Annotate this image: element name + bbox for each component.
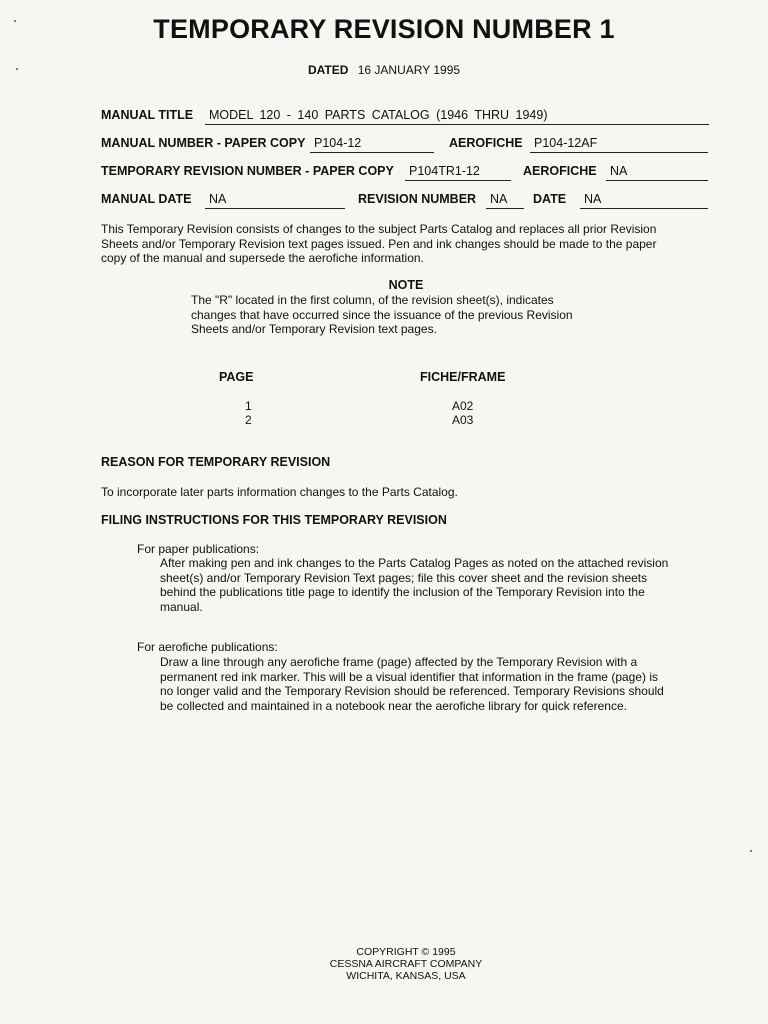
paper-instructions: [160, 556, 720, 614]
aerofiche-value-2: NA: [606, 164, 708, 181]
company-location: WICHITA, KANSAS, USA: [346, 970, 466, 982]
copyright-block: [0, 946, 768, 982]
table-cell-fiche: A02: [452, 399, 474, 413]
revision-number-label: REVISION NUMBER: [358, 192, 477, 206]
paper-publications-label: For paper publications:: [137, 542, 260, 556]
note-body: [191, 293, 641, 337]
page-title: TEMPORARY REVISION NUMBER 1: [153, 14, 615, 44]
aerofiche-label-2: AEROFICHE: [523, 164, 597, 178]
manual-date-label: MANUAL DATE: [101, 192, 192, 206]
note-heading: NOTE: [388, 278, 424, 292]
note-line: changes that have occurred since the issuance of the previous Revision: [191, 307, 573, 322]
company-name: CESSNA AIRCRAFT COMPANY: [329, 958, 483, 970]
tr-number-value: P104TR1-12: [405, 164, 511, 181]
aero-line: permanent red ink marker. This will be a visual identifier that information in the frame (page) is: [160, 669, 659, 684]
dated-label: DATED: [307, 63, 349, 77]
note-line: Sheets and/or Temporary Revision text pages.: [191, 322, 437, 336]
manual-number-value: P104-12: [310, 136, 434, 153]
intro-paragraph: [101, 222, 721, 266]
table-cell-fiche: A03: [452, 413, 474, 427]
date-value: NA: [580, 192, 708, 209]
paper-line: After making pen and ink changes to the Parts Catalog Pages as noted on the attached revision: [160, 556, 669, 570]
column-header-fiche-frame: FICHE/FRAME: [420, 370, 506, 384]
scan-speck: [750, 850, 752, 852]
revision-number-value: NA: [486, 192, 524, 209]
intro-line: Sheets and/or Temporary Revision text pages issued. Pen and ink changes should be made to the paper: [101, 236, 657, 251]
dated-line: [0, 63, 768, 77]
copyright-line: COPYRIGHT © 1995: [356, 946, 456, 958]
aero-line: Draw a line through any aerofiche frame (page) affected by the Temporary Revision with a: [160, 655, 638, 669]
manual-title-value: MODEL 120 - 140 PARTS CATALOG (1946 THRU 1949): [205, 108, 709, 125]
date-label: DATE: [533, 192, 567, 206]
manual-date-value: NA: [205, 192, 345, 209]
note-line: The "R" located in the first column, of the revision sheet(s), indicates: [191, 293, 554, 307]
column-header-page: PAGE: [219, 370, 254, 384]
manual-title-label: MANUAL TITLE: [101, 108, 194, 122]
tr-number-label: TEMPORARY REVISION NUMBER - PAPER COPY: [101, 164, 394, 178]
table-cell-page: 1: [245, 399, 252, 413]
filing-heading: FILING INSTRUCTIONS FOR THIS TEMPORARY REVISION: [101, 513, 447, 527]
dated-value: 16 JANUARY 1995: [357, 63, 461, 77]
aerofiche-instructions: [160, 655, 720, 713]
paper-line: manual.: [160, 599, 203, 614]
manual-number-label: MANUAL NUMBER - PAPER COPY: [101, 136, 306, 150]
aerofiche-label-1: AEROFICHE: [449, 136, 523, 150]
paper-line: behind the publications title page to identify the inclusion of the Temporary Revision into the: [160, 585, 645, 599]
intro-line: copy of the manual and supersede the aerofiche information.: [101, 251, 424, 265]
aero-line: no longer valid and the Temporary Revision should be referenced. Temporary Revisions should: [160, 684, 664, 698]
aerofiche-publications-label: For aerofiche publications:: [137, 640, 278, 654]
reason-heading: REASON FOR TEMPORARY REVISION: [101, 455, 331, 469]
reason-text: To incorporate later parts information changes to the Parts Catalog.: [101, 485, 458, 499]
intro-line: This Temporary Revision consists of changes to the subject Parts Catalog and replaces all prior Revision: [101, 222, 657, 236]
aero-line: be collected and maintained in a notebook near the aerofiche library for quick reference.: [160, 698, 627, 713]
paper-line: sheet(s) and/or Temporary Revision Text pages; file this cover sheet and the revision sheets: [160, 570, 648, 585]
table-cell-page: 2: [245, 413, 252, 427]
aerofiche-value-1: P104-12AF: [530, 136, 708, 153]
